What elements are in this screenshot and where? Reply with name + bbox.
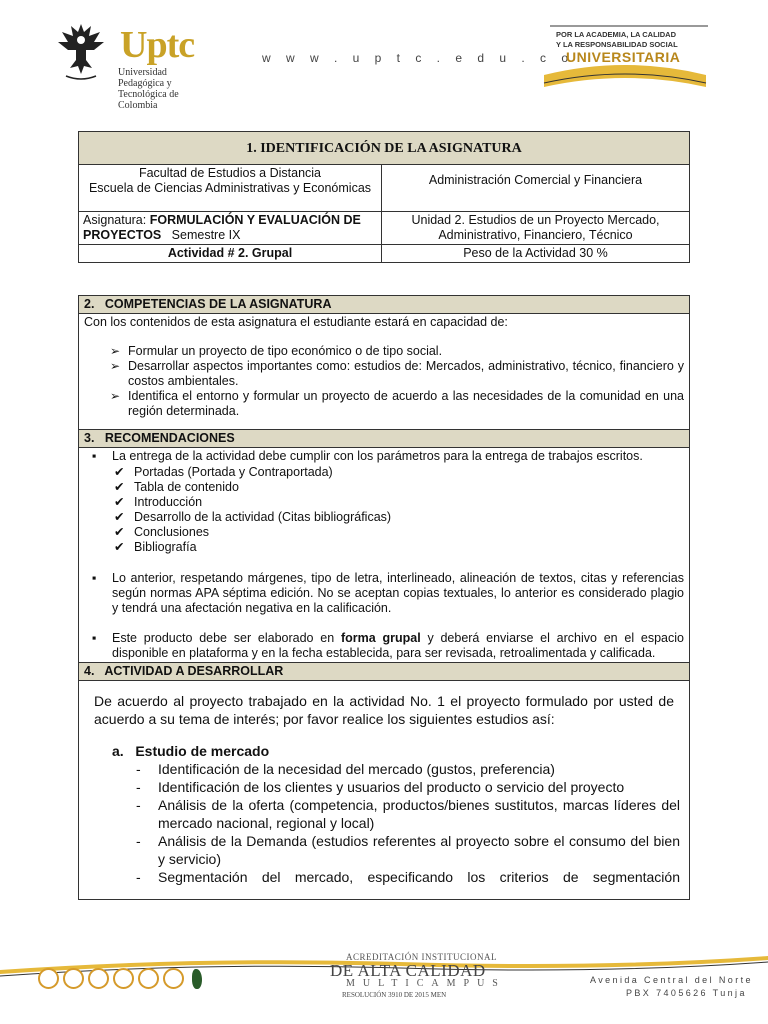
medal-icon — [113, 968, 134, 989]
recomendaciones-body — [79, 448, 690, 663]
medal-icon — [138, 968, 159, 989]
list-item — [84, 631, 684, 661]
ribbon-line-2: Y LA RESPONSABILIDAD SOCIAL — [556, 40, 678, 49]
website-url: w w w . u p t c . e d u . c o — [262, 51, 575, 65]
actividad-body — [79, 681, 690, 900]
asignatura-name: FORMULACIÓN Y EVALUACIÓN DE PROYECTOS — [83, 213, 361, 242]
programa-cell: Administración Comercial y Financiera — [382, 165, 690, 212]
check-item: ✔ Introducción — [84, 495, 684, 510]
list-item: ➢ Desarrollar aspectos importantes como: estudios de: Mercados, administrativo, técnico, financiero y costos ambientales. — [84, 359, 684, 389]
ribbon-line-1: POR LA ACADEMIA, LA CALIDAD — [556, 30, 676, 39]
identificacion-table — [78, 131, 690, 263]
section-3-title: RECOMENDACIONES — [104, 431, 235, 445]
section-2-title: COMPETENCIAS DE LA ASIGNATURA — [104, 297, 332, 311]
actividad-intro: De acuerdo al proyecto trabajado en la actividad No. 1 el proyecto formulado por usted de acuerdo a su tema de interés; por favor realice los siguientes estudios así: — [94, 693, 674, 727]
accreditation-line-1: ACREDITACIÓN INSTITUCIONAL — [346, 952, 498, 962]
estudio-mercado-title: a. Estudio de mercado — [112, 743, 270, 759]
list-item: ▪ Lo anterior, respetando márgenes, tipo de letra, interlineado, alineación de textos, citas y referencias según normas APA séptima edición. No se aceptan copias textuales, lo anterior es considerado plagio y tendrá una afectación negativa en la calificación. — [84, 571, 684, 616]
list-item: - Análisis de la oferta (competencia, productos/bienes sustitutos, marcas líderes del mercado nacional, regional y local) — [84, 796, 684, 832]
asignatura-cell — [79, 212, 382, 245]
entrega-checklist — [84, 465, 684, 555]
escuela-line: Escuela de Ciencias Administrativas y Económicas — [88, 181, 372, 195]
list-item: ➢ Formular un proyecto de tipo económico o de tipo social. — [84, 344, 684, 359]
recomendaciones-list-3 — [84, 631, 684, 661]
check-item: ✔ Bibliografía — [84, 540, 684, 555]
section-1-title: 1. IDENTIFICACIÓN DE LA ASIGNATURA — [79, 132, 690, 165]
list-item: - Identificación de la necesidad del mercado (gustos, preferencia) — [84, 760, 684, 778]
competencias-list — [84, 344, 684, 419]
section-4-header: 4. ACTIVIDAD A DESARROLLAR — [79, 663, 690, 681]
list-item: ➢ Identifica el entorno y formular un proyecto de acuerdo a las necesidades de la comunidad en una región determinada. — [84, 389, 684, 419]
medal-icon — [38, 968, 59, 989]
competencias-intro: Con los contenidos de esta asignatura el estudiante estará en capacidad de: — [84, 315, 508, 329]
check-item: ✔ Tabla de contenido — [84, 480, 684, 495]
check-item: ✔ Portadas (Portada y Contraportada) — [84, 465, 684, 480]
section-3-number: 3. — [84, 431, 95, 445]
recomendaciones-list-2 — [84, 571, 684, 616]
unidad-cell: Unidad 2. Estudios de un Proyecto Mercado, Administrativo, Financiero, Técnico — [382, 212, 690, 245]
section-2-header — [79, 296, 690, 314]
section-2-number: 2. — [84, 297, 95, 311]
forma-grupal: forma grupal — [340, 631, 421, 645]
bullet3-text-a: Este producto debe ser elaborado en — [112, 631, 341, 645]
medal-icon — [163, 968, 184, 989]
contenido-table — [78, 295, 690, 900]
accreditation-line-3: MULTICAMPUS — [346, 978, 506, 989]
actividad-cell: Actividad # 2. Grupal — [79, 245, 382, 263]
facultad-cell — [79, 165, 382, 212]
accreditation-line-2: DE ALTA CALIDAD — [330, 961, 486, 980]
university-eagle-emblem — [56, 20, 106, 82]
colombia-map-icon — [192, 969, 202, 989]
check-item: ✔ Desarrollo de la actividad (Citas bibliográficas) — [84, 510, 684, 525]
peso-cell: Peso de la Actividad 30 % — [382, 245, 690, 263]
check-item: ✔ Conclusiones — [84, 525, 684, 540]
estudio-mercado-list — [84, 760, 684, 886]
uptc-logo-wordmark: Uptc — [120, 24, 195, 66]
accreditation-resolution: RESOLUCIÓN 3910 DE 2015 MEN — [342, 991, 447, 999]
competencias-body — [79, 314, 690, 430]
bullet3-text-b: y deberá enviarse el archivo en el espacio disponible en plataforma y en la fecha establecida, para ser revisada, retroalimentada y calificada. — [112, 631, 684, 660]
facultad-line: Facultad de Estudios a Distancia — [138, 166, 322, 180]
list-item: - Análisis de la Demanda (estudios referentes al proyecto sobre el consumo del bien y servicio) — [84, 832, 684, 868]
medal-icon — [63, 968, 84, 989]
medal-icon — [88, 968, 109, 989]
ribbon-line-3: UNIVERSITARIA — [566, 49, 681, 65]
list-item: - Segmentación del mercado, especificando los criterios de segmentación — [84, 868, 684, 886]
list-item: - Identificación de los clientes y usuarios del producto o servicio del proyecto — [84, 778, 684, 796]
semestre: Semestre IX — [161, 228, 241, 242]
university-name: Universidad Pedagógica y Tecnológica de Colombia — [118, 67, 179, 111]
address-line: Avenida Central del Norte — [590, 975, 753, 985]
asignatura-label: Asignatura: — [83, 213, 150, 227]
recomendaciones-list — [84, 449, 684, 464]
phone-line: PBX 7405626 Tunja — [626, 988, 747, 998]
section-3-header — [79, 430, 690, 448]
list-item: ▪ La entrega de la actividad debe cumplir con los parámetros para la entrega de trabajos escritos. — [84, 449, 684, 464]
accreditation-medals — [38, 968, 202, 994]
